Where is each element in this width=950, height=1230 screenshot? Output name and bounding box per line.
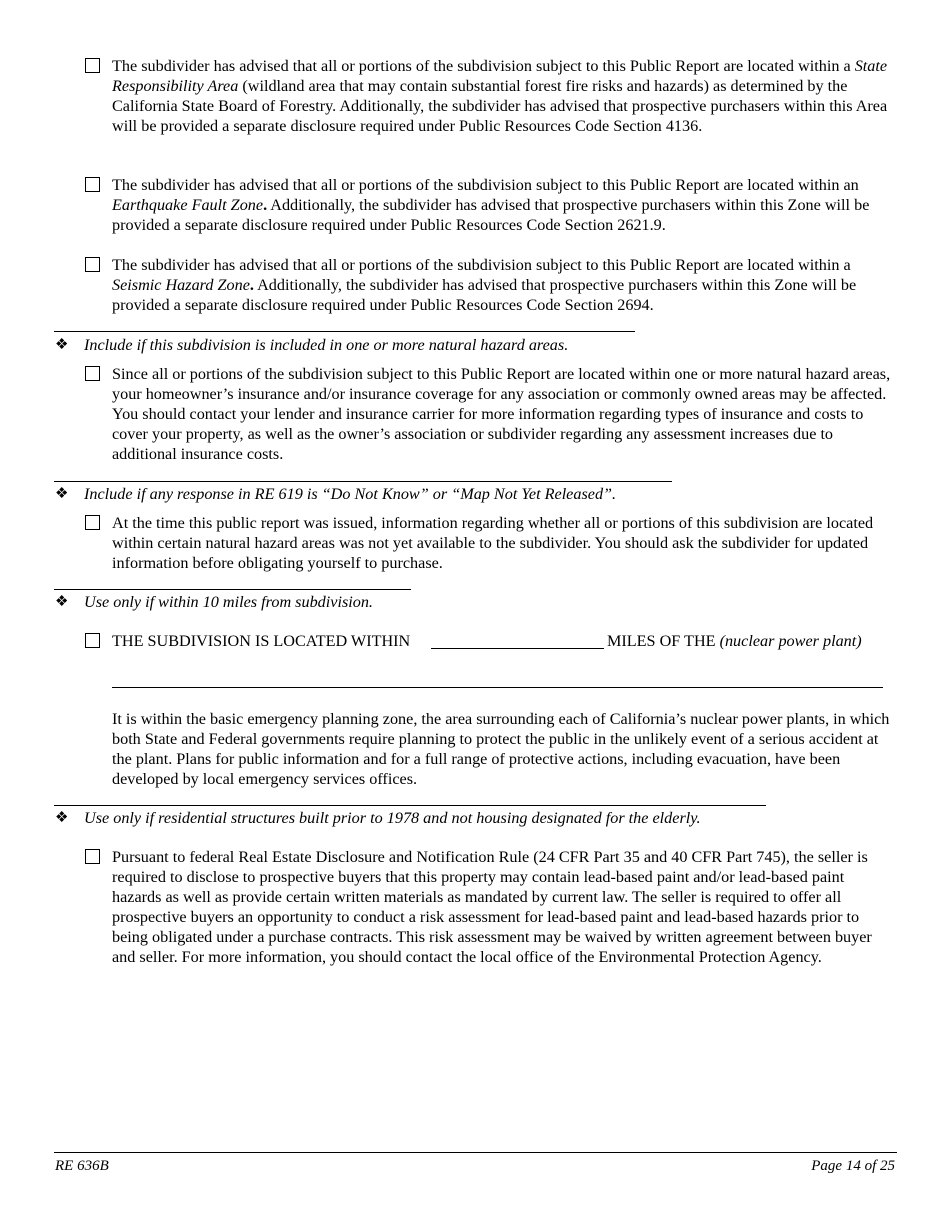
miles-blank-field[interactable]	[431, 648, 604, 649]
seismic-hazard-text: The subdivider has advised that all or portions of the subdivision subject to this Public Report are located within a Seismic Hazard Zone. Additionally, the subdivider has advised that prospective purchasers within this Zone will be provided a separate disclosure required under Public Resources Code Section 2694.	[112, 256, 857, 314]
state-responsibility-item	[85, 56, 897, 136]
nuclear-plant-mid-text: MILES OF THE (nuclear power plant)	[607, 632, 862, 650]
do-not-know-note	[55, 484, 616, 504]
emergency-planning-text: It is within the basic emergency planning zone, the area surrounding each of California’s nuclear power plants, in which both State and Federal governments require planning to protect the public in the unlikely event of a serious accident at the plant. Plans for public information and for a full range of protective actions, including evacuation, have been developed by local emergency services offices.	[112, 710, 890, 788]
hazard-info-unavailable-checkbox[interactable]	[85, 515, 100, 530]
nuclear-plant-item	[85, 631, 897, 653]
natural-hazard-insurance-item	[85, 364, 897, 464]
pre-1978-note-text: Use only if residential structures built prior to 1978 and not housing designated for the elderly.	[84, 809, 701, 827]
do-not-know-note-text: Include if any response in RE 619 is “Do Not Know” or “Map Not Yet Released”.	[84, 485, 617, 503]
pre-1978-note	[55, 808, 701, 828]
hazard-info-unavailable-text: At the time this public report was issued, information regarding whether all or portions of this subdivision are located within certain natural hazard areas was not yet available to the subdivider. You should ask the subdivider for updated information before obligating yourself to purchase.	[112, 514, 874, 572]
lead-paint-item	[85, 847, 897, 967]
earthquake-fault-checkbox[interactable]	[85, 177, 100, 192]
section-divider	[54, 589, 411, 590]
lead-paint-text: Pursuant to federal Real Estate Disclosure and Notification Rule (24 CFR Part 35 and 40 CFR Part 745), the seller is required to disclose to prospective buyers that this property may contain lead-based paint and/or lead-based paint hazards as well as provide certain written materials as mandated by current law. The seller is required to offer all prospective buyers an opportunity to conduct a risk assessment for lead-based paint and lead-based hazards prior to being obligated under a purchase contracts. This risk assessment may be waived by written agreement between buyer and seller. For more information, you should contact the local office of the Environmental Protection Agency.	[112, 848, 872, 966]
state-responsibility-text: The subdivider has advised that all or portions of the subdivision subject to this Public Report are located within a State Responsibility Area (wildland area that may contain substantial forest fire risks and hazards) as determined by the California State Board of Forestry. Additionally, the subdivider has advised that prospective purchasers within this Area will be provided a separate disclosure required under Public Resources Code Section 4136.	[112, 57, 888, 135]
diamond-bullet-icon: ❖	[55, 486, 69, 502]
state-responsibility-checkbox[interactable]	[85, 58, 100, 73]
section-divider	[54, 805, 766, 806]
earthquake-fault-text: The subdivider has advised that all or portions of the subdivision subject to this Public Report are located within an Earthquake Fault Zone. Additionally, the subdivider has advised that prospective purchasers within this Zone will be provided a separate disclosure required under Public Resources Code Section 2621.9.	[112, 176, 870, 234]
section-divider	[54, 331, 635, 332]
natural-hazard-note-text: Include if this subdivision is included in one or more natural hazard areas.	[84, 336, 569, 354]
diamond-bullet-icon: ❖	[55, 594, 69, 610]
footer-form-id: RE 636B	[55, 1158, 109, 1174]
footer-divider	[54, 1152, 897, 1153]
hazard-info-unavailable-item	[85, 513, 897, 573]
section-divider	[54, 481, 672, 482]
seismic-hazard-checkbox[interactable]	[85, 257, 100, 272]
seismic-hazard-item	[85, 255, 897, 315]
footer-page-number: Page 14 of 25	[811, 1158, 895, 1174]
ten-miles-note	[55, 592, 373, 612]
ten-miles-note-text: Use only if within 10 miles from subdivision.	[84, 593, 373, 611]
nuclear-plant-checkbox[interactable]	[85, 633, 100, 648]
natural-hazard-insurance-checkbox[interactable]	[85, 366, 100, 381]
diamond-bullet-icon: ❖	[55, 337, 69, 353]
lead-paint-checkbox[interactable]	[85, 849, 100, 864]
natural-hazard-note	[55, 335, 568, 355]
earthquake-fault-item	[85, 175, 897, 235]
diamond-bullet-icon: ❖	[55, 810, 69, 826]
power-plant-name-blank-field[interactable]	[112, 687, 883, 688]
natural-hazard-insurance-text: Since all or portions of the subdivision subject to this Public Report are located within one or more natural hazard areas, your homeowner’s insurance and/or insurance coverage for any association or commonly owned areas may be affected. You should contact your lender and insurance carrier for more information regarding types of insurance and costs to cover your property, as well as the owner’s association or subdivider regarding any assessment increases due to additional insurance costs.	[112, 365, 891, 463]
nuclear-plant-pre-text: THE SUBDIVISION IS LOCATED WITHIN	[112, 632, 411, 650]
